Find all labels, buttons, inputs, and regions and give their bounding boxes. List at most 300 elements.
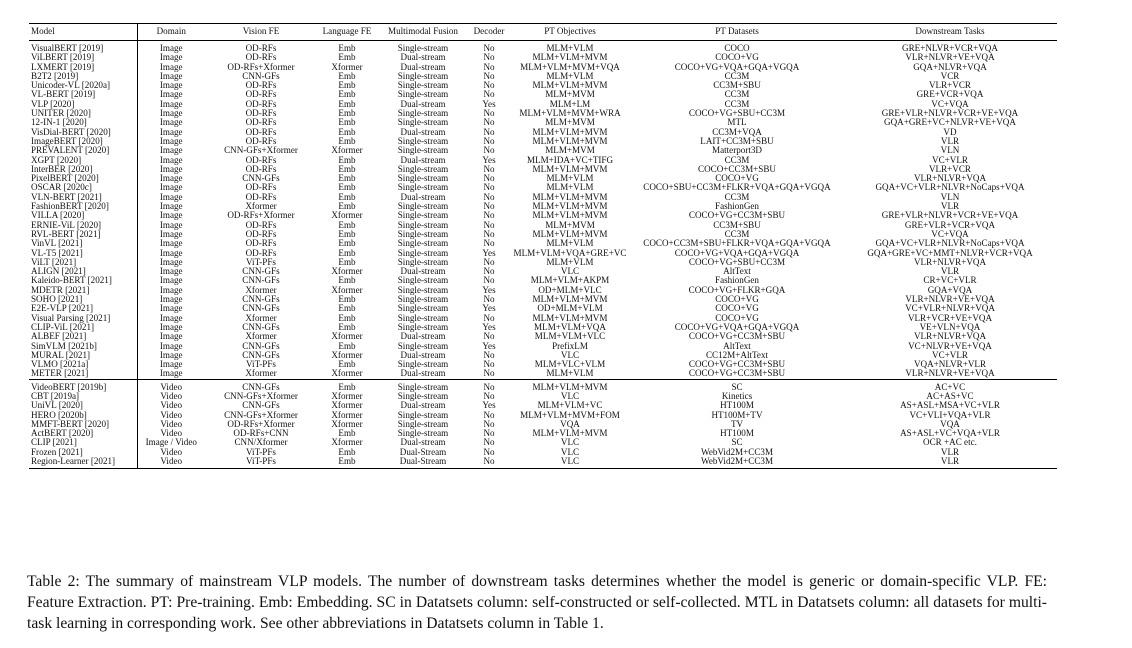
table-row <box>29 249 1057 258</box>
cell-language-fe: Xformer <box>331 285 363 295</box>
cell-language-fe: Emb <box>338 229 356 239</box>
table-caption: Table 2: The summary of mainstream VLP models. The number of downstream tasks determines whether the model is generic or domain-specific VLP. FE: Feature Extraction. PT: Pre-training. Emb: Embedding. SC in Datatsets column: self-constructed or self-collected. MTL in Datatsets column: all datasets for multi-task learning in corresponding work. See other abbreviations in Datatsets column in Table 1. <box>27 573 1047 632</box>
cell-domain: Image <box>159 257 183 267</box>
cell-pt-datasets: COCO+VG+FLKR+GQA <box>688 285 786 295</box>
cell-multimodal-fusion: Single-stream <box>397 71 449 81</box>
table-row <box>29 202 1057 211</box>
cell-pt-objectives: MLM+VLM+VQA <box>534 322 606 332</box>
cell-multimodal-fusion: Dual-stream <box>400 53 446 63</box>
cell-model: InterBER [2020] <box>29 165 137 174</box>
cell-pt-objectives: MLM+MVM <box>545 146 595 156</box>
cell-pt-objectives: MLM+MVM <box>545 90 595 100</box>
cell-pt-datasets: COCO+VG+VQA+GQA+VGQA <box>674 62 800 72</box>
cell-domain: Image <box>159 81 183 91</box>
cell-vision-fe: CNN-GFs+Xformer <box>224 410 298 420</box>
cell-downstream-tasks: AC+VC <box>843 379 1057 392</box>
cell-language-fe: Xformer <box>331 267 363 277</box>
cell-domain: Image <box>159 285 183 295</box>
cell-model: ERNIE-ViL [2020] <box>29 221 137 230</box>
cell-downstream-tasks: VE+VLN+VQA <box>919 322 981 332</box>
cell-pt-objectives: MLM+VLM+MVM <box>532 127 608 137</box>
header-domain: Domain <box>137 24 205 41</box>
cell-language-fe: Emb <box>338 127 356 137</box>
table-row <box>29 448 1057 457</box>
cell-multimodal-fusion: Dual-stream <box>400 62 446 72</box>
cell-pt-datasets: FashionGen <box>715 202 759 212</box>
cell-downstream-tasks: AS+ASL+VC+VQA+VLR <box>900 429 1000 439</box>
cell-language-fe: Emb <box>338 136 356 146</box>
cell-language-fe: Emb <box>338 220 356 230</box>
cell-model: XGPT [2020] <box>29 156 137 165</box>
cell-pt-objectives: MLM+VLM+MVM <box>532 313 608 323</box>
cell-pt-objectives: MLM+VLM+MVM <box>532 229 608 239</box>
cell-model: VL-BERT [2019] <box>29 90 137 99</box>
cell-pt-objectives: MLM+VLM <box>546 369 594 379</box>
cell-vision-fe: CNN-GFs <box>242 295 280 305</box>
cell-vision-fe: OD-RFs <box>245 43 277 53</box>
cell-decoder: Yes <box>482 322 496 332</box>
cell-decoder: No <box>483 229 495 239</box>
cell-pt-datasets: CC3M <box>724 99 750 109</box>
cell-downstream-tasks: AC+AS+VC <box>926 391 974 401</box>
cell-language-fe: Emb <box>338 43 356 53</box>
cell-language-fe: Emb <box>338 202 356 212</box>
cell-pt-datasets: COCO+SBU+CC3M+FLKR+VQA+GQA+VGQA <box>643 183 831 193</box>
cell-vision-fe: Xformer <box>245 202 277 212</box>
cell-model: ViLT [2021] <box>29 258 137 267</box>
cell-multimodal-fusion: Single-stream <box>397 248 449 258</box>
cell-vision-fe: CNN-GFs <box>242 350 280 360</box>
cell-language-fe: Emb <box>338 276 356 286</box>
cell-vision-fe: ViT-PFs <box>205 457 317 469</box>
cell-pt-objectives: MLM+VLM+MVM+WRA <box>519 109 621 119</box>
table-row <box>29 369 1057 379</box>
table-row <box>29 128 1057 137</box>
cell-pt-objectives: MLM+VLM+MVM <box>532 202 608 212</box>
cell-language-fe: Emb <box>338 313 356 323</box>
cell-language-fe: Emb <box>338 304 356 314</box>
cell-multimodal-fusion: Dual-stream <box>400 192 446 202</box>
cell-downstream-tasks: GRE+VLR+NLVR+VCR+VE+VQA <box>881 211 1019 221</box>
cell-model: ALIGN [2021] <box>29 267 137 276</box>
cell-pt-datasets: COCO+VG <box>715 174 759 184</box>
cell-downstream-tasks: VLR+VCR <box>928 164 971 174</box>
table-row <box>29 165 1057 174</box>
cell-model: MDETR [2021] <box>29 286 137 295</box>
cell-language-fe: Emb <box>338 257 356 267</box>
cell-language-fe: Emb <box>338 239 356 249</box>
cell-language-fe: Emb <box>338 164 356 174</box>
cell-language-fe: Xformer <box>331 419 363 429</box>
cell-multimodal-fusion: Dual-Stream <box>377 457 469 469</box>
cell-downstream-tasks: GQA+NLVR+VQA <box>913 62 987 72</box>
cell-language-fe: Emb <box>338 81 356 91</box>
cell-multimodal-fusion: Dual-stream <box>400 267 446 277</box>
cell-downstream-tasks: VLR <box>940 447 960 457</box>
cell-model: ImageBERT [2020] <box>29 137 137 146</box>
cell-language-fe: Emb <box>338 183 356 193</box>
cell-model: VisualBERT [2019] <box>29 41 137 54</box>
cell-pt-datasets: AltText <box>723 341 751 351</box>
cell-multimodal-fusion: Dual-stream <box>400 401 446 411</box>
cell-domain: Image / Video <box>145 438 197 448</box>
cell-vision-fe: OD-RFs+Xformer <box>227 211 295 221</box>
cell-model: LXMERT [2019] <box>29 63 137 72</box>
cell-pt-objectives: MLM+VLM+MVM <box>532 164 608 174</box>
cell-pt-objectives: VLC <box>560 391 580 401</box>
vlp-summary-table-container <box>29 23 1057 469</box>
cell-pt-datasets: LAIT+CC3M+SBU <box>700 136 774 146</box>
cell-pt-datasets: COCO+VG <box>715 304 759 314</box>
cell-domain: Video <box>160 391 183 401</box>
cell-pt-objectives: MLM+VLM <box>546 71 594 81</box>
cell-multimodal-fusion: Single-stream <box>397 313 449 323</box>
cell-language-fe: Emb <box>338 429 356 439</box>
cell-downstream-tasks: VLR <box>940 267 960 277</box>
cell-decoder: No <box>483 257 495 267</box>
table-row <box>29 174 1057 183</box>
cell-vision-fe: OD-RFs <box>245 164 277 174</box>
cell-multimodal-fusion: Single-stream <box>397 276 449 286</box>
cell-vision-fe: OD-RFs <box>245 183 277 193</box>
cell-domain: Video <box>160 429 183 439</box>
cell-domain: Image <box>159 267 183 277</box>
cell-downstream-tasks: VD <box>943 127 957 137</box>
cell-language-fe: Xformer <box>331 438 363 448</box>
cell-multimodal-fusion: Single-stream <box>377 379 469 392</box>
cell-multimodal-fusion: Single-stream <box>397 90 449 100</box>
header-vision-fe: Vision FE <box>205 24 317 41</box>
table-row <box>29 286 1057 295</box>
cell-decoder: No <box>483 118 495 128</box>
cell-vision-fe: OD-RFs+Xformer <box>227 62 295 72</box>
cell-language-fe: Emb <box>338 118 356 128</box>
cell-multimodal-fusion: Single-stream <box>397 304 449 314</box>
cell-pt-objectives: MLM+VLM+AKPM <box>530 276 610 286</box>
cell-decoder: No <box>483 239 495 249</box>
cell-vision-fe: CNN-GFs <box>242 401 280 411</box>
cell-pt-datasets: COCO <box>724 43 750 53</box>
cell-pt-objectives: MLM+IDA+VC+TIFG <box>526 155 614 165</box>
cell-language-fe: Emb <box>338 295 356 305</box>
table-row <box>29 146 1057 155</box>
cell-domain: Image <box>159 248 183 258</box>
cell-downstream-tasks: VLR+VCR <box>928 81 971 91</box>
cell-pt-objectives: MLM+VLM+MVM+FOM <box>520 410 620 420</box>
table-row <box>29 420 1057 429</box>
cell-domain: Image <box>159 127 183 137</box>
cell-domain: Image <box>159 295 183 305</box>
cell-decoder: No <box>483 192 495 202</box>
cell-pt-datasets: CC3M <box>724 192 750 202</box>
table-row <box>29 332 1057 341</box>
cell-pt-datasets: COCO+VG+CC3M+SBU <box>688 369 786 379</box>
cell-pt-objectives: MLM+VLM+MVM <box>532 136 608 146</box>
table-row <box>29 239 1057 248</box>
cell-pt-objectives: MLM+LM <box>549 99 591 109</box>
cell-pt-objectives: VLC <box>560 438 580 448</box>
cell-decoder: Yes <box>482 304 496 314</box>
cell-decoder: No <box>483 174 495 184</box>
cell-multimodal-fusion: Single-stream <box>397 202 449 212</box>
cell-domain: Image <box>159 276 183 286</box>
cell-model: VinVL [2021] <box>29 239 137 248</box>
cell-pt-objectives: MLM+VLM+MVM <box>532 295 608 305</box>
cell-model: METER [2021] <box>29 369 137 379</box>
cell-domain: Image <box>159 332 183 342</box>
cell-decoder: No <box>483 127 495 137</box>
cell-pt-datasets: HT100M <box>720 401 754 411</box>
cell-pt-datasets: COCO+VG+SBU+CC3M <box>688 257 786 267</box>
cell-decoder: No <box>483 332 495 342</box>
cell-vision-fe: CNN-GFs <box>242 174 280 184</box>
cell-downstream-tasks: VC+VLR <box>932 155 968 165</box>
cell-pt-objectives: OD+MLM+VLC <box>538 285 602 295</box>
table-header-row <box>29 24 1057 41</box>
cell-vision-fe: CNN-GFs <box>242 267 280 277</box>
cell-domain: Image <box>159 90 183 100</box>
cell-vision-fe: ViT-PFs <box>246 360 276 370</box>
cell-downstream-tasks: VLR+NLVR+VQA <box>913 332 987 342</box>
cell-model: SOHO [2021] <box>29 295 137 304</box>
cell-pt-objectives: MLM+VLC+VLM <box>534 360 606 370</box>
cell-pt-objectives: VLC <box>560 267 580 277</box>
cell-language-fe: Emb <box>317 457 377 469</box>
cell-pt-objectives: VLC <box>560 350 580 360</box>
cell-domain: Image <box>159 155 183 165</box>
cell-language-fe: Xformer <box>331 410 363 420</box>
cell-downstream-tasks: GQA+GRE+VC+MMT+NLVR+VCR+VQA <box>867 248 1033 258</box>
cell-pt-datasets: CC3M <box>724 155 750 165</box>
cell-pt-datasets: COCO+VG+CC3M+SBU <box>688 332 786 342</box>
table-row <box>29 411 1057 420</box>
cell-language-fe: Xformer <box>331 62 363 72</box>
cell-multimodal-fusion: Dual-stream <box>400 350 446 360</box>
cell-language-fe: Emb <box>338 53 356 63</box>
cell-language-fe: Xformer <box>331 350 363 360</box>
header-multimodal-fusion: Multimodal Fusion <box>377 24 469 41</box>
cell-model: PixelBERT [2020] <box>29 174 137 183</box>
table-row <box>29 351 1057 360</box>
cell-vision-fe: Xformer <box>245 332 277 342</box>
cell-multimodal-fusion: Single-stream <box>397 229 449 239</box>
cell-multimodal-fusion: Single-stream <box>397 43 449 53</box>
cell-pt-datasets: WebVid2M+CC3M <box>631 457 843 469</box>
cell-multimodal-fusion: Single-stream <box>397 174 449 184</box>
cell-vision-fe: ViT-PFs <box>246 257 276 267</box>
cell-pt-objectives: MLM+VLM+MVM <box>532 53 608 63</box>
header-model: Model <box>29 24 137 41</box>
cell-model: Visual Parsing [2021] <box>29 314 137 323</box>
cell-multimodal-fusion: Dual-stream <box>400 369 446 379</box>
image-models-section <box>29 41 1057 380</box>
cell-model: Region-Learner [2021] <box>29 457 137 469</box>
cell-downstream-tasks: VLR <box>940 202 960 212</box>
cell-decoder: No <box>483 53 495 63</box>
cell-downstream-tasks: GRE+VLR+VCR+VQA <box>904 220 996 230</box>
table-row <box>29 81 1057 90</box>
cell-vision-fe: OD-RFs <box>245 155 277 165</box>
table-row <box>29 63 1057 72</box>
cell-domain: Image <box>159 43 183 53</box>
video-models-section <box>29 379 1057 469</box>
header-pt-objectives: PT Objectives <box>509 24 631 41</box>
cell-pt-datasets: FashionGen <box>715 276 759 286</box>
cell-pt-datasets: COCO+CC3M+SBU+FLKR+VQA+GQA+VGQA <box>643 239 831 249</box>
table-row <box>29 457 1057 469</box>
cell-multimodal-fusion: Single-stream <box>397 341 449 351</box>
cell-pt-datasets: COCO+VG <box>715 313 759 323</box>
cell-pt-datasets: AltText <box>723 267 751 277</box>
cell-pt-objectives: MLM+VLM+MVM <box>532 81 608 91</box>
cell-vision-fe: CNN-GFs+Xformer <box>224 146 298 156</box>
cell-domain: Video <box>160 447 183 457</box>
cell-vision-fe: CNN-GFs <box>242 322 280 332</box>
cell-multimodal-fusion: Single-stream <box>397 164 449 174</box>
table-row <box>29 193 1057 202</box>
cell-language-fe: Emb <box>338 71 356 81</box>
cell-vision-fe: Xformer <box>245 313 277 323</box>
cell-language-fe: Emb <box>338 248 356 258</box>
cell-vision-fe: CNN-GFs <box>205 379 317 392</box>
cell-decoder: No <box>483 369 495 379</box>
cell-domain: Image <box>159 369 183 379</box>
cell-multimodal-fusion: Single-stream <box>397 146 449 156</box>
table-row <box>29 211 1057 220</box>
cell-pt-objectives: VLC <box>560 447 580 457</box>
table-row <box>29 90 1057 99</box>
cell-pt-datasets: CC12M+AltText <box>705 350 769 360</box>
cell-downstream-tasks: VLR+NLVR+VE+VQA <box>905 369 995 379</box>
cell-pt-datasets: CC3M <box>724 71 750 81</box>
cell-pt-datasets: COCO+VG+VQA+GQA+VGQA <box>674 322 800 332</box>
cell-pt-objectives: MLM+VLM <box>546 239 594 249</box>
cell-pt-datasets: CC3M+SBU <box>713 81 761 91</box>
vlp-summary-table <box>29 23 1057 469</box>
cell-downstream-tasks: VLR+VCR+VE+VQA <box>907 313 993 323</box>
cell-downstream-tasks: VLR+NLVR+VQA <box>913 174 987 184</box>
cell-downstream-tasks: VC+NLVR+VE+VQA <box>908 341 992 351</box>
cell-model: FashionBERT [2020] <box>29 202 137 211</box>
cell-domain: Video <box>137 379 205 392</box>
table-row <box>29 342 1057 351</box>
cell-multimodal-fusion: Dual-stream <box>400 438 446 448</box>
cell-decoder: No <box>483 164 495 174</box>
table-row <box>29 304 1057 313</box>
cell-decoder: No <box>483 350 495 360</box>
cell-decoder: No <box>483 183 495 193</box>
cell-language-fe: Xformer <box>331 391 363 401</box>
cell-language-fe: Emb <box>338 192 356 202</box>
cell-pt-objectives: MLM+VLM+MVM <box>532 192 608 202</box>
cell-model: Kaleido-BERT [2021] <box>29 276 137 285</box>
cell-multimodal-fusion: Single-stream <box>397 419 449 429</box>
table-row <box>29 183 1057 192</box>
cell-downstream-tasks: GRE+VLR+NLVR+VCR+VE+VQA <box>881 109 1019 119</box>
cell-vision-fe: CNN/Xformer <box>234 438 288 448</box>
cell-pt-datasets: COCO+VG+CC3M+SBU <box>688 211 786 221</box>
cell-domain: Video <box>160 419 183 429</box>
cell-pt-datasets: HT100M+TV <box>711 410 763 420</box>
cell-multimodal-fusion: Dual-stream <box>400 99 446 109</box>
cell-domain: Image <box>159 164 183 174</box>
cell-decoder: No <box>469 379 509 392</box>
cell-downstream-tasks: GRE+NLVR+VCR+VQA <box>902 43 998 53</box>
cell-model: VL-T5 [2021] <box>29 249 137 258</box>
cell-pt-datasets: HT100M <box>720 429 754 439</box>
cell-downstream-tasks: VC+VLI+VQA+VLR <box>909 410 991 420</box>
cell-language-fe: Xformer <box>331 211 363 221</box>
cell-model: ALBEF [2021] <box>29 332 137 341</box>
cell-language-fe: Emb <box>338 109 356 119</box>
header-pt-datasets: PT Datasets <box>631 24 843 41</box>
table-row <box>29 100 1057 109</box>
cell-pt-datasets: TV <box>730 419 744 429</box>
cell-downstream-tasks: VLR+NLVR+VE+VQA <box>905 295 995 305</box>
cell-multimodal-fusion: Dual-stream <box>400 155 446 165</box>
table-row <box>29 72 1057 81</box>
cell-decoder: No <box>483 71 495 81</box>
cell-multimodal-fusion: Single-stream <box>397 183 449 193</box>
cell-domain: Image <box>159 109 183 119</box>
cell-model: CBT [2019a] <box>29 392 137 401</box>
table-row <box>29 323 1057 332</box>
cell-decoder: Yes <box>482 248 496 258</box>
cell-decoder: Yes <box>482 99 496 109</box>
cell-vision-fe: OD-RFs <box>245 220 277 230</box>
cell-pt-datasets: MTL <box>727 118 747 128</box>
cell-decoder: No <box>483 146 495 156</box>
cell-multimodal-fusion: Single-stream <box>397 410 449 420</box>
cell-pt-datasets: Kinetics <box>721 391 753 401</box>
cell-pt-objectives: VQA <box>560 419 580 429</box>
cell-decoder: No <box>483 295 495 305</box>
cell-pt-objectives: VLC <box>509 457 631 469</box>
cell-pt-datasets: COCO+VG+CC3M+SBU <box>688 360 786 370</box>
cell-vision-fe: OD-RFs <box>245 90 277 100</box>
cell-pt-objectives: MLM+VLM+VQA+GRE+VC <box>513 248 627 258</box>
cell-language-fe: Emb <box>338 90 356 100</box>
cell-decoder: No <box>469 457 509 469</box>
cell-downstream-tasks: VLR <box>843 457 1057 469</box>
cell-pt-datasets: SC <box>631 379 843 392</box>
cell-downstream-tasks: VLN <box>940 146 960 156</box>
cell-vision-fe: OD-RFs <box>245 118 277 128</box>
cell-downstream-tasks: VLR <box>940 136 960 146</box>
cell-vision-fe: OD-RFs <box>245 136 277 146</box>
cell-language-fe: Emb <box>338 155 356 165</box>
cell-vision-fe: OD-RFs+Xformer <box>227 419 295 429</box>
cell-decoder: No <box>483 109 495 119</box>
table-row <box>29 53 1057 62</box>
cell-domain: Image <box>159 136 183 146</box>
cell-pt-datasets: COCO+VG <box>715 295 759 305</box>
cell-downstream-tasks: OCR +AC etc. <box>923 438 977 448</box>
table-row <box>29 267 1057 276</box>
cell-decoder: Yes <box>482 285 496 295</box>
table-row <box>29 401 1057 410</box>
cell-domain: Image <box>159 192 183 202</box>
cell-multimodal-fusion: Dual-Stream <box>399 447 447 457</box>
cell-domain: Image <box>159 239 183 249</box>
cell-downstream-tasks: VC+VLR+NLVR+VQA <box>905 304 995 314</box>
cell-downstream-tasks: GQA+VQA <box>927 285 973 295</box>
header-decoder: Decoder <box>469 24 509 41</box>
cell-pt-objectives: MLM+VLM+MVM <box>532 211 608 221</box>
cell-pt-objectives: MLM+VLM <box>546 43 594 53</box>
cell-decoder: No <box>483 136 495 146</box>
cell-downstream-tasks: VQA+NLVR+VLR <box>913 360 987 370</box>
